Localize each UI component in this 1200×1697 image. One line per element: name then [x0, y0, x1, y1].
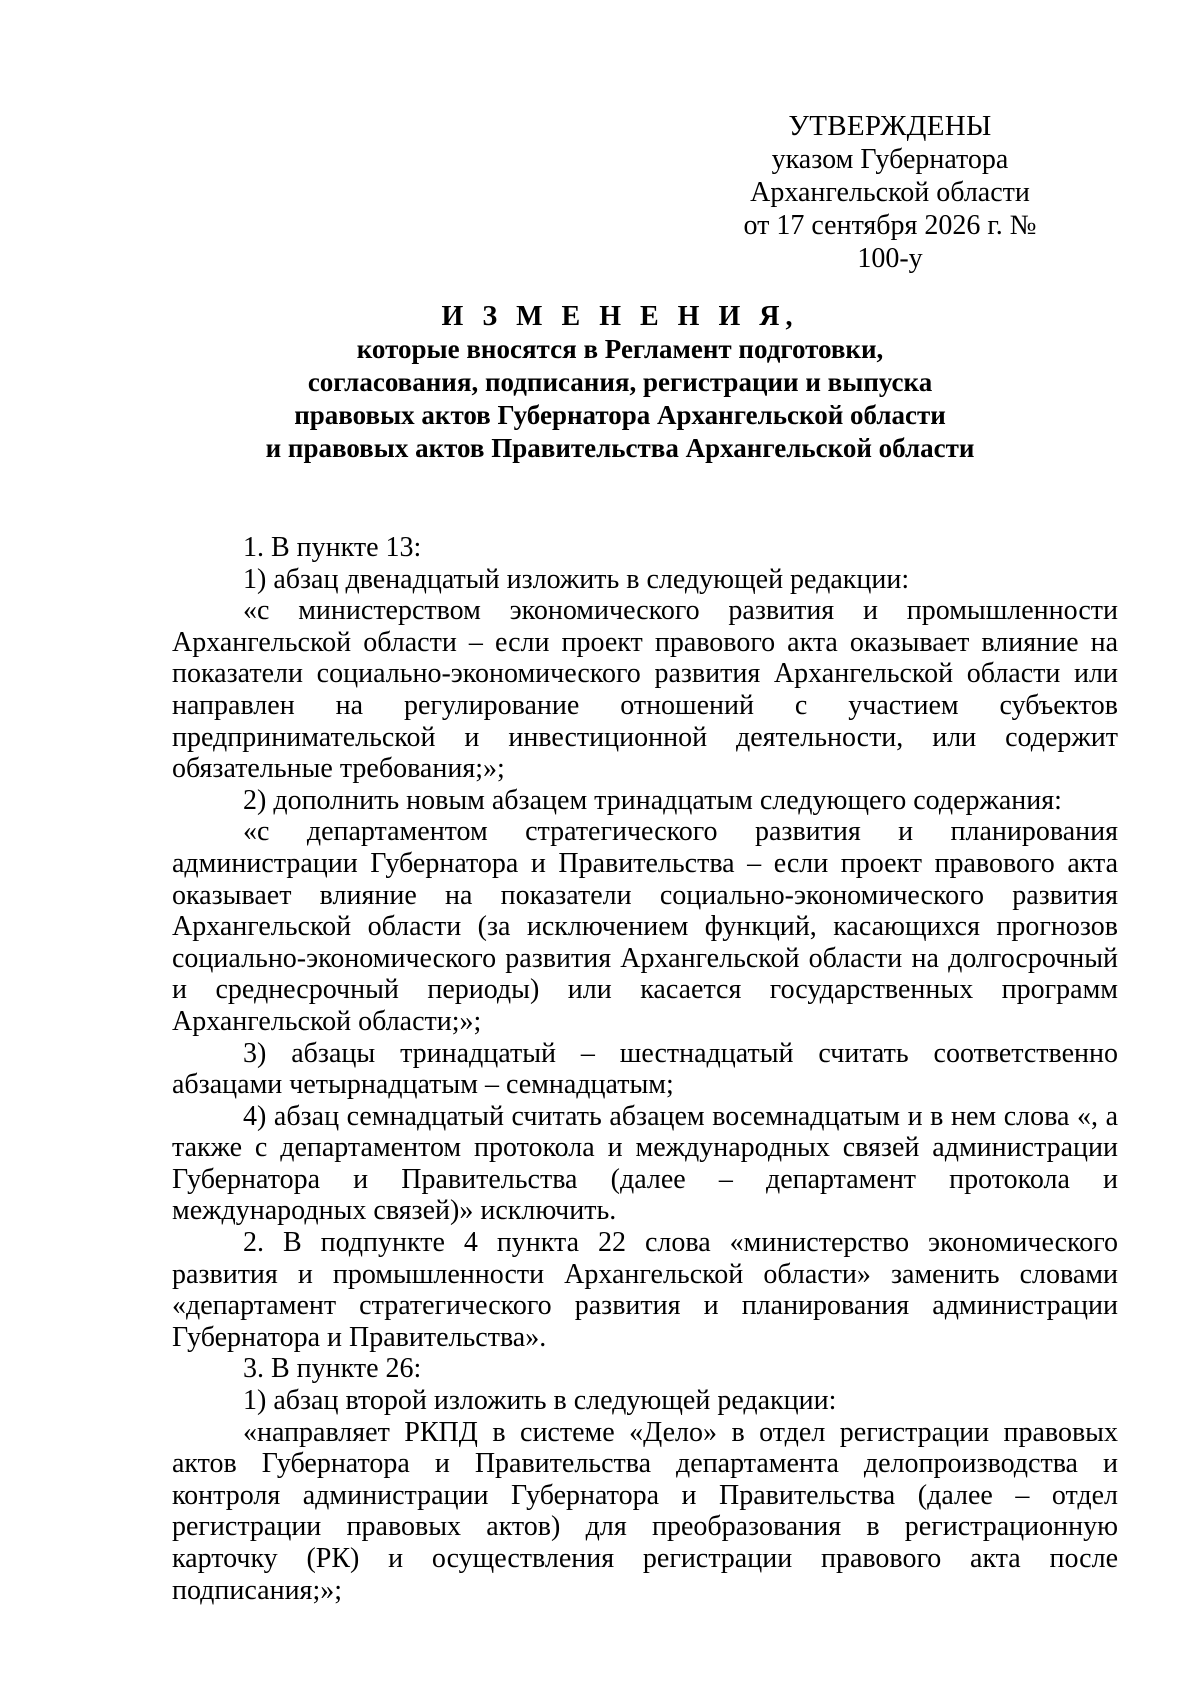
body-paragraph: 1. В пункте 13: [243, 532, 422, 563]
approval-stamp [720, 110, 1060, 275]
approval-heading: УТВЕРЖДЕНЫ [788, 110, 992, 142]
body-paragraph: «направляет РКПД в системе «Дело» в отдел регистрации правовых актов Губернатора и Правительства департамента делопроизводства и контроля администрации Губернатора и Правительства (далее – отдел регистрации правовых актов) для преобразования в регистрационную карточку (РК) и осуществления регистрации правового акта после подписания;»; [172, 1416, 1118, 1606]
title-heading: И З М Е Н Е Н И Я, [441, 301, 799, 332]
title-line-1: которые вносятся в Регламент подготовки, [356, 334, 884, 364]
body-paragraph: «с департаментом стратегического развития и планирования администрации Губернатора и Правительства – если проект правового акта оказывает влияние на показатели социально-экономического развития Архангельской области (за исключением функций, касающихся прогнозов социально-экономического развития Архангельской области на долгосрочный и среднесрочный периоды) или касается государственных программ Архангельской области;»; [172, 816, 1118, 1037]
title-line-2: согласования, подписания, регистрации и выпуска [307, 367, 933, 397]
body-paragraph: 1) абзац двенадцатый изложить в следующей редакции: [243, 563, 910, 595]
title-line-4: и правовых актов Правительства Архангельской области [265, 433, 975, 463]
body-paragraph: 2. В подпункте 4 пункта 22 слова «министерство экономического развития и промышленности Архангельской области» заменить словами «департамент стратегического развития и планирования администрации Губернатора и Правительства». [172, 1227, 1118, 1353]
title-line-3: правовых актов Губернатора Архангельской области [294, 400, 946, 430]
body-paragraph: 1) абзац второй изложить в следующей редакции: [243, 1385, 837, 1417]
approval-region: Архангельской области [750, 177, 1030, 208]
approval-date-number: от 17 сентября 2026 г. № 100-у [743, 210, 1037, 274]
body-paragraph: 3) абзацы тринадцатый – шестнадцатый считать соответственно абзацами четырнадцатым – семнадцатым; [172, 1037, 1118, 1101]
body-paragraph: «с министерством экономического развития и промышленности Архангельской области – если проект правового акта оказывает влияние на показатели социально-экономического развития Архангельской области или направлен на регулирование отношений с участием субъектов предпринимательской и инвестиционной деятельности, или содержит обязательные требования;»; [172, 595, 1118, 785]
approval-authority: указом Губернатора [771, 144, 1009, 175]
body-paragraph: 4) абзац семнадцатый считать абзацем восемнадцатым и в нем слова «, а также с департаментом протокола и международных связей администрации Губернатора и Правительства (далее – департамент протокола и международных связей)» исключить. [172, 1100, 1118, 1227]
document-body [172, 532, 1118, 1606]
document-title [180, 300, 1060, 465]
body-paragraph: 3. В пункте 26: [243, 1353, 422, 1385]
body-paragraph: 2) дополнить новым абзацем тринадцатым следующего содержания: [243, 784, 1062, 816]
